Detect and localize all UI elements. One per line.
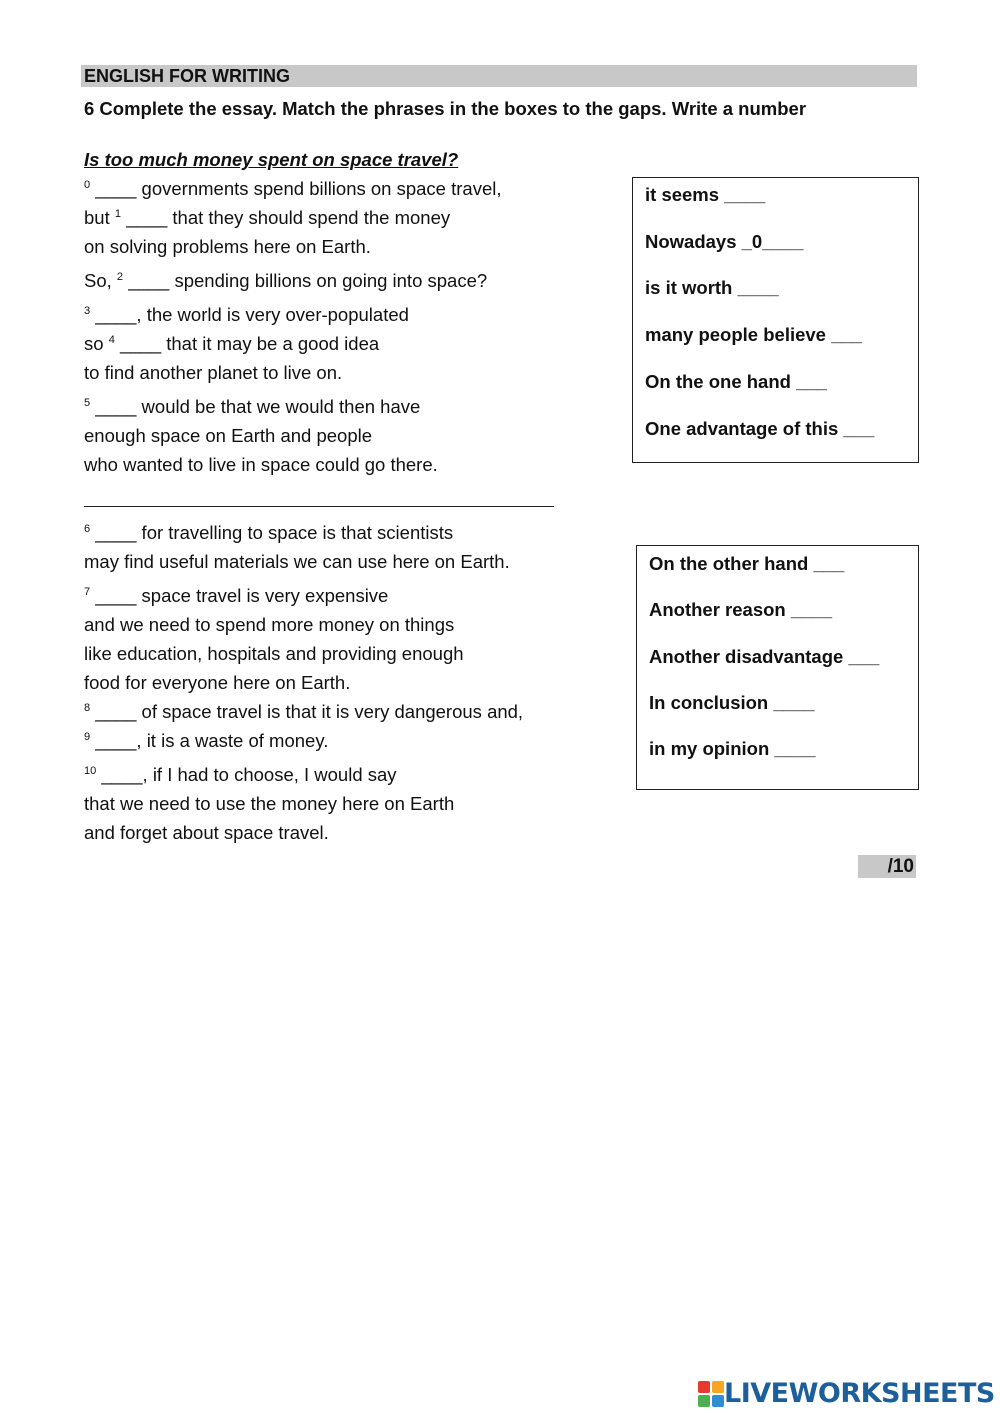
gap-number: 7	[84, 586, 91, 598]
essay-line: $^6$ ____ for travelling to space is that scientists	[84, 522, 454, 543]
essay-line: that we need to use the money here on Earth	[84, 793, 455, 814]
gap-number: 4	[108, 334, 115, 346]
phrase-item: it seems ____	[645, 184, 766, 205]
essay-line: $^{10}$ ____, if I had to choose, I would say	[84, 764, 397, 785]
essay-line: $^9$ ____, it is a waste of money.	[84, 730, 329, 751]
gap-number: 6	[84, 523, 91, 535]
essay-line: $^8$ ____ of space travel is that it is very dangerous and,	[84, 701, 524, 722]
essay-line: $^3$ ____, the world is very over-populated	[84, 304, 409, 325]
gap-blank[interactable]: ____	[95, 522, 137, 543]
gap-blank[interactable]: ____	[119, 333, 162, 354]
essay-line: $^0$ ____ governments spend billions on space travel,	[84, 178, 502, 199]
gap-number: 2	[116, 271, 124, 283]
phrase-item: Nowadays _0____	[645, 230, 804, 252]
gap-blank[interactable]: ____	[101, 764, 143, 785]
gap-blank[interactable]: ____	[126, 207, 168, 228]
essay-line: $^7$ ____ space travel is very expensive	[84, 585, 389, 606]
essay-line: and forget about space travel.	[84, 822, 329, 843]
gap-blank[interactable]: ____	[95, 701, 137, 722]
gap-blank[interactable]: ____	[95, 585, 137, 606]
gap-number: 5	[84, 397, 91, 409]
phrase-item: in my opinion ____	[649, 738, 816, 760]
section-title: ENGLISH FOR WRITING	[81, 65, 917, 87]
gap-blank[interactable]: ____	[95, 396, 137, 417]
phrase-item: On the other hand ___	[649, 553, 845, 574]
gap-blank[interactable]: ____	[95, 730, 137, 751]
essay-line: on solving problems here on Earth.	[84, 236, 371, 257]
essay-line: but $^1$ ____ that they should spend the money	[84, 207, 451, 228]
instruction-text: 6 Complete the essay. Match the phrases in the boxes to the gaps. Write a number	[84, 98, 807, 119]
score-box: /10	[858, 855, 916, 878]
gap-number: 10	[84, 765, 97, 777]
gap-blank[interactable]: ____	[95, 304, 137, 325]
gap-number: 1	[114, 208, 121, 220]
essay-line: enough space on Earth and people	[84, 425, 373, 446]
essay-line: $^5$ ____ would be that we would then have	[84, 396, 421, 417]
phrase-item: One advantage of this ___	[645, 417, 875, 439]
essay-line: So, $^2$ ____ spending billions on going into space?	[84, 270, 488, 291]
phrase-item: many people believe ___	[645, 324, 862, 346]
essay-line: so $^4$ ____ that it may be a good idea	[84, 333, 380, 354]
gap-number: 9	[84, 731, 91, 743]
gap-number: 8	[84, 702, 91, 714]
liveworksheets-logo	[698, 1378, 995, 1410]
phrase-box-1	[632, 177, 919, 463]
gap-number: 3	[84, 305, 91, 317]
divider-line	[84, 506, 554, 507]
phrase-item: is it worth ____	[645, 277, 779, 299]
logo-text: LIVEWORKSHEETS	[724, 1378, 995, 1409]
phrase-item: In conclusion ____	[649, 691, 815, 713]
phrase-item: On the one hand ___	[645, 370, 827, 392]
phrase-box-2	[636, 545, 919, 790]
essay-line: food for everyone here on Earth.	[84, 672, 351, 693]
gap-blank[interactable]: ____	[95, 178, 137, 199]
gap-blank[interactable]: ____	[128, 270, 170, 291]
gap-number: 0	[84, 179, 91, 191]
essay-line: to find another planet to live on.	[84, 362, 343, 383]
essay-line: and we need to spend more money on things	[84, 614, 455, 635]
phrase-item: Another disadvantage ___	[649, 645, 880, 667]
essay-title: Is too much money spent on space travel?	[84, 149, 459, 170]
essay-line: who wanted to live in space could go there.	[84, 454, 438, 475]
phrase-item: Another reason ____	[649, 599, 833, 621]
logo-grid-icon	[698, 1381, 724, 1407]
essay-line: may find useful materials we can use here on Earth.	[84, 551, 510, 572]
essay-line: like education, hospitals and providing enough	[84, 643, 464, 664]
